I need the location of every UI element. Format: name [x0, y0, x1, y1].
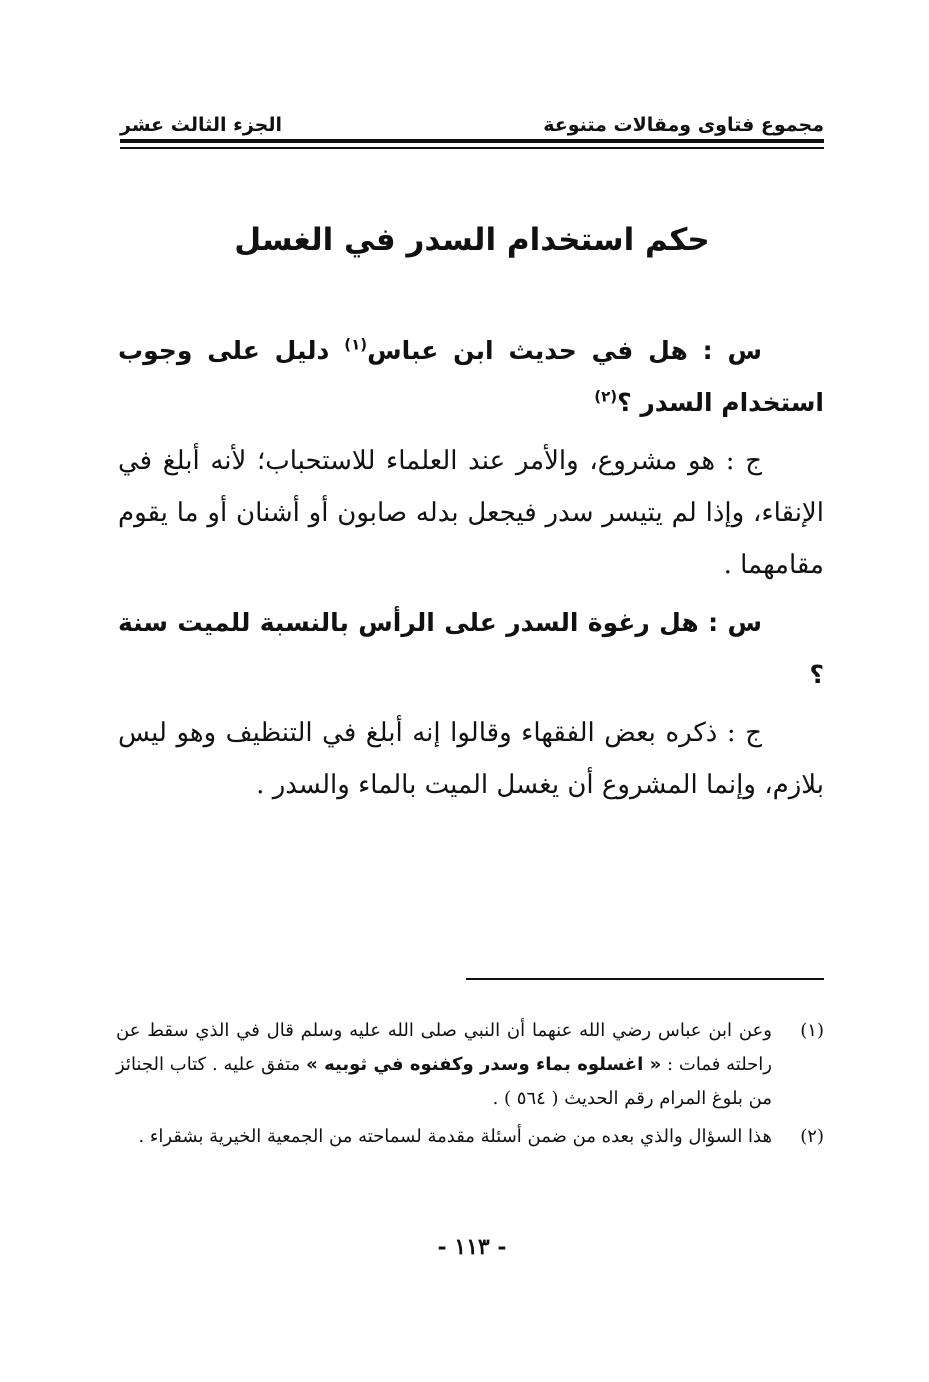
answer-1: ج : هو مشروع، والأمر عند العلماء للاستحباب؛ لأنه أبلغ في الإنقاء، وإذا لم يتيسر سدر فيجعل بدله صابون أو أشنان أو ما يقوم مقامهما .: [118, 446, 824, 580]
volume-label: الجزء الثالث عشر: [120, 114, 283, 136]
footnote-2-text: هذا السؤال والذي بعده من ضمن أسئلة مقدمة لسماحته من الجمعية الخيرية بشقراء .: [138, 1126, 772, 1147]
header-rule-thick: [120, 139, 824, 143]
book-title: مجموع فتاوى ومقالات متنوعة: [543, 114, 824, 136]
footnote-1-text-a: وعن ابن عباس رضي الله عنهما أن النبي صلى الله عليه وسلم قال في الذي سقط عن راحلته فمات :: [116, 1020, 772, 1075]
footnote-1-text: [116, 1014, 772, 1116]
answer-2: ج : ذكره بعض الفقهاء وقالوا إنه أبلغ في التنظيف وهو ليس بلازم، وإنما المشروع أن يغسل الميت بالماء والسدر .: [118, 718, 824, 800]
footnote-1: [116, 1014, 824, 1116]
page-header: [120, 104, 824, 136]
footnote-1-number: (١): [800, 1020, 824, 1041]
footnote-1-hadith: « اغسلوه بماء وسدر وكفنوه في ثوبيه »: [306, 1054, 662, 1075]
question-2: س : هل رغوة السدر على الرأس بالنسبة للميت سنة ؟: [118, 608, 824, 689]
footnote-1-text-b: متفق عليه . كتاب الجنائز من بلوغ المرام رقم الحديث ( ٥٦٤ ) .: [116, 1054, 772, 1109]
footnote-separator: [466, 978, 824, 980]
question-1-text: س : هل في حديث ابن عباس: [367, 336, 762, 365]
header-rule-thin: [120, 147, 824, 149]
footnote-2-number: (٢): [800, 1126, 824, 1147]
section-title: حكم استخدام السدر في الغسل: [234, 222, 710, 258]
question-1: [118, 325, 824, 429]
page-number: - ١١٣ -: [437, 1234, 507, 1260]
footnote-ref-2[interactable]: (٢): [594, 387, 618, 406]
footnote-ref-1[interactable]: (١): [344, 335, 368, 354]
main-content: [118, 325, 824, 817]
question-1-text-cont: دليل على وجوب استخدام السدر ؟: [118, 336, 824, 417]
footnotes: [116, 1014, 824, 1158]
footnote-2: [116, 1120, 824, 1154]
